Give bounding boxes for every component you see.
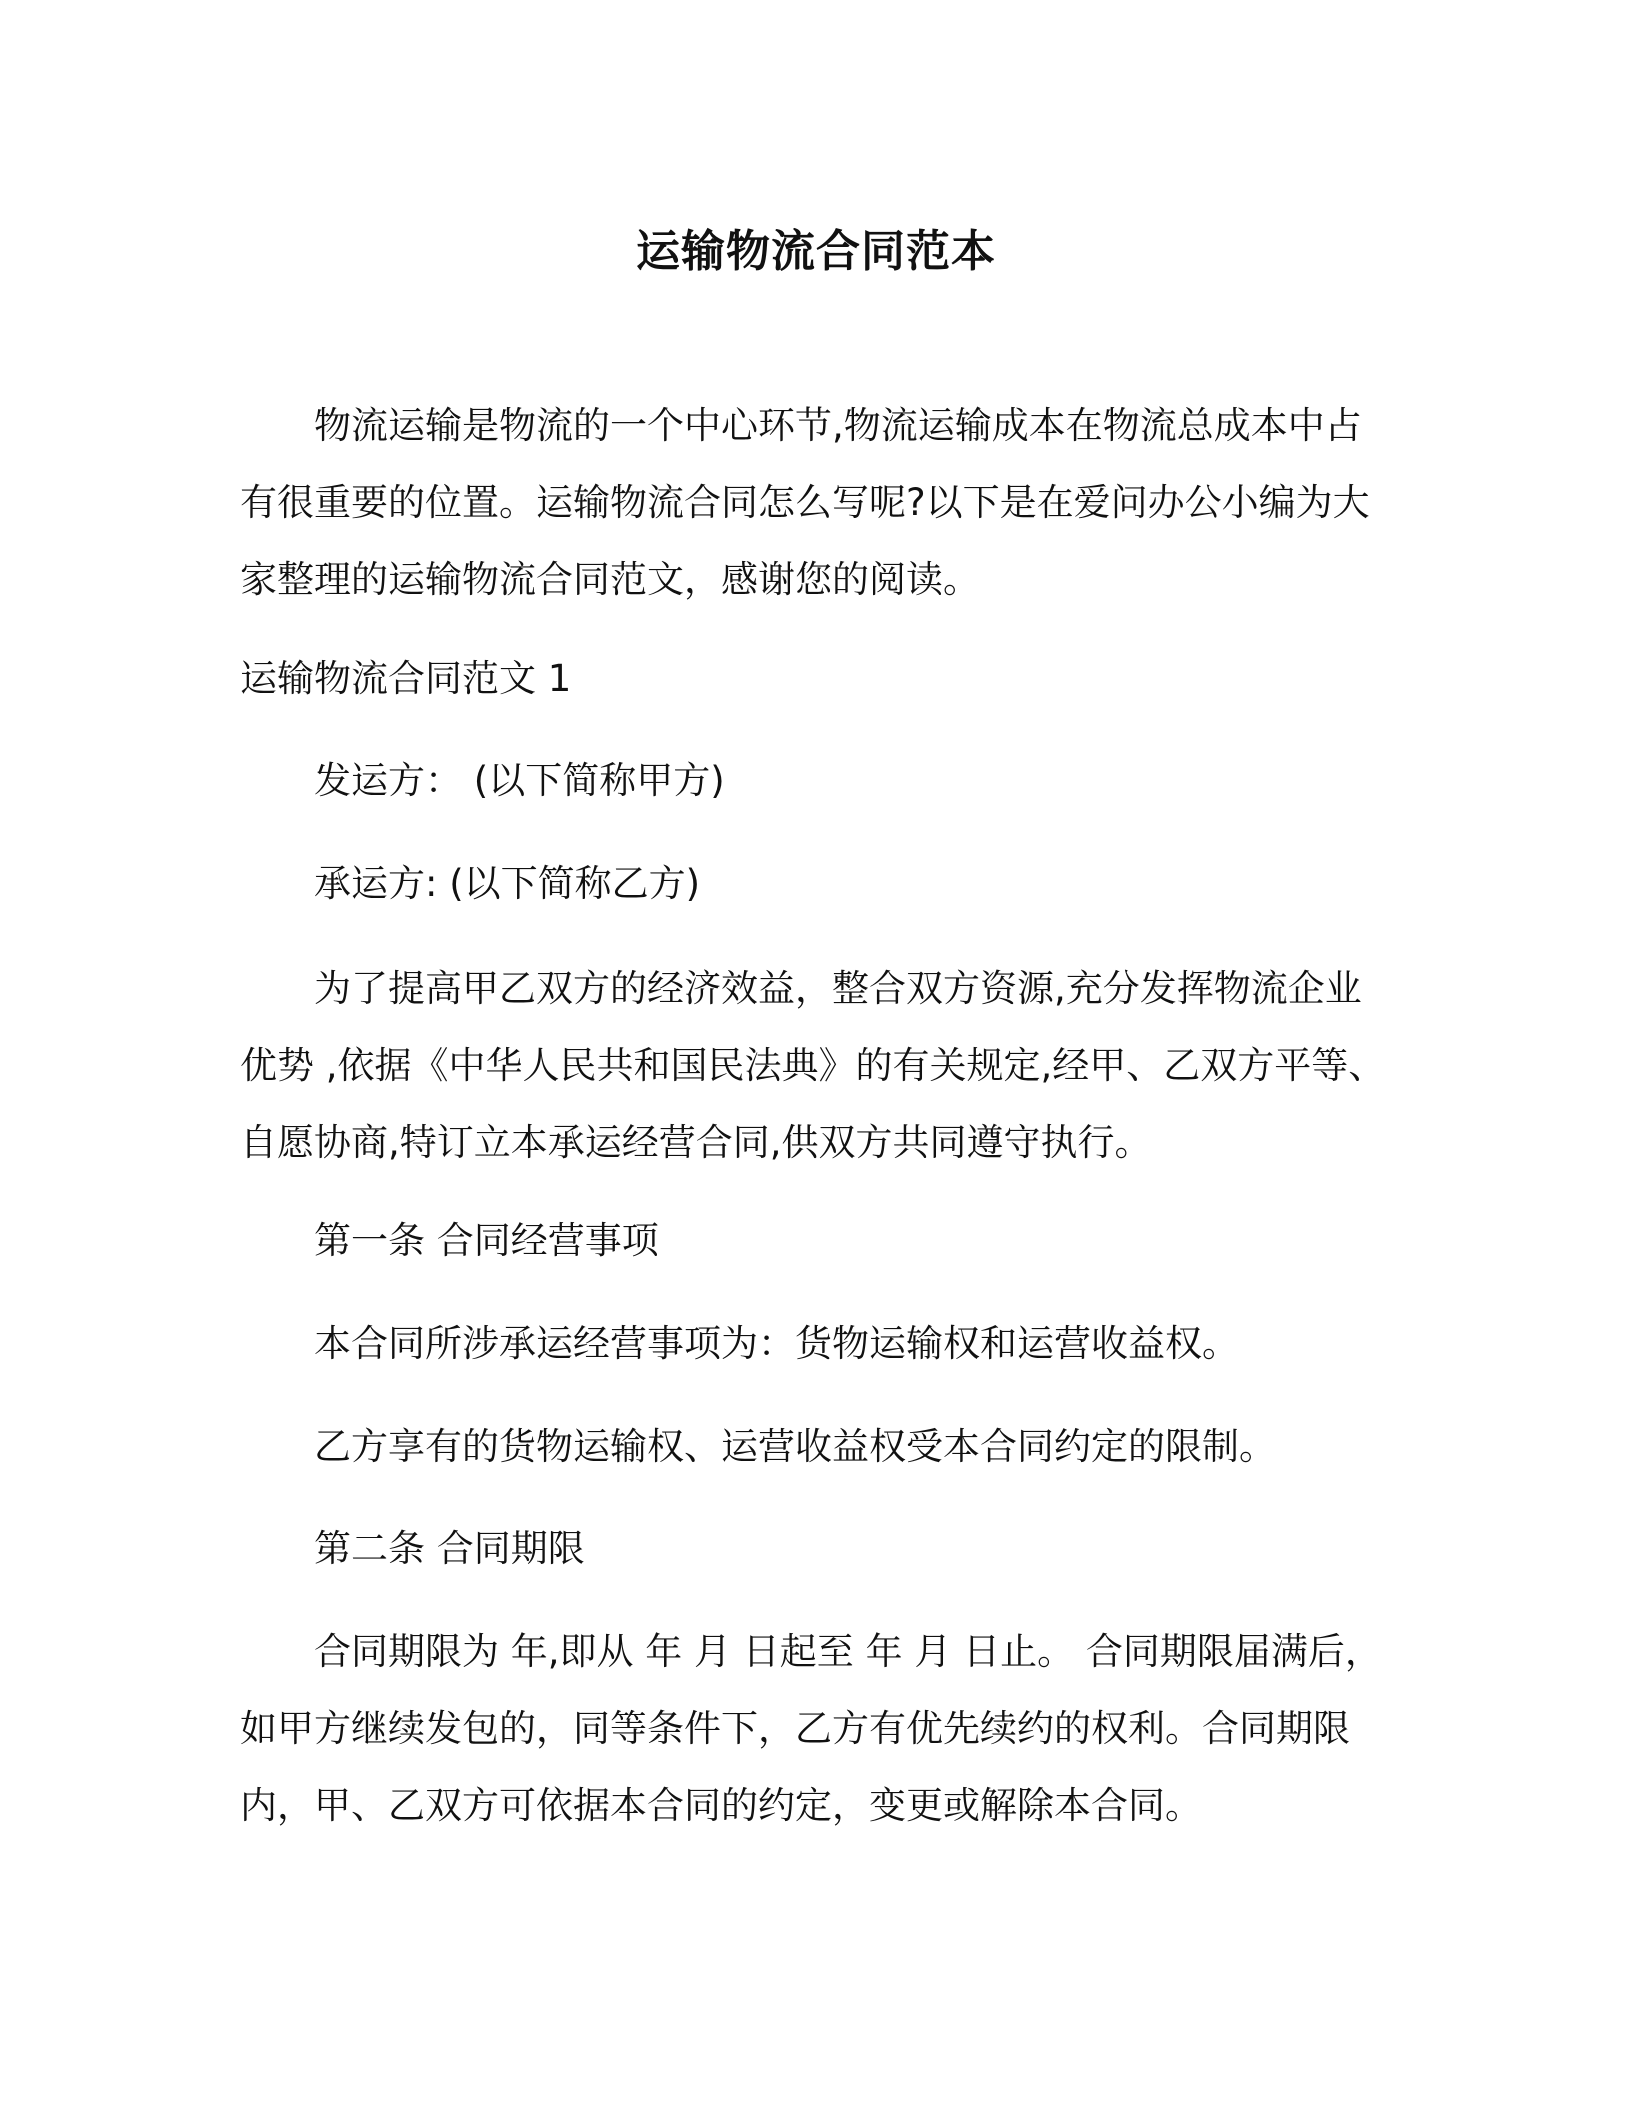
article-1-clause-2: 乙方享有的货物运输权、运营收益权受本合同约定的限制。 [314, 1425, 1276, 1468]
sample-heading: 运输物流合同范文 1 [240, 657, 572, 700]
article-2-clause-1: 合同期限为 年,即从 年 月 日起至 年 月 日止。 合同期限届满后，如甲方继续发包的，同等条件下，乙方有优先续约的权利。合同期限内，甲、乙双方可依据本合同的约定，变更或解除本合同。 [240, 1630, 1382, 1827]
article-1-clause-1: 本合同所涉承运经营事项为：货物运输权和运营收益权。 [314, 1322, 1239, 1365]
shipper-line: 发运方： (以下简称甲方) [314, 759, 725, 802]
carrier-line: 承运方: (以下简称乙方) [314, 862, 701, 905]
intro-paragraph: 物流运输是物流的一个中心环节,物流运输成本在物流总成本中占有很重要的位置。运输物流合同怎么写呢?以下是在爱问办公小编为大家整理的运输物流合同范文，感谢您的阅读。 [240, 404, 1370, 601]
article-2-title: 第二条 合同期限 [314, 1527, 585, 1570]
purpose-paragraph: 为了提高甲乙双方的经济效益，整合双方资源,充分发挥物流企业优势 ,依据《中华人民共和国民法典》的有关规定,经甲、乙双方平等、自愿协商,特订立本承运经营合同,供双方共同遵守执行。 [240, 967, 1386, 1164]
article-1-title: 第一条 合同经营事项 [314, 1219, 659, 1262]
document-title: 运输物流合同范本 [636, 226, 996, 277]
